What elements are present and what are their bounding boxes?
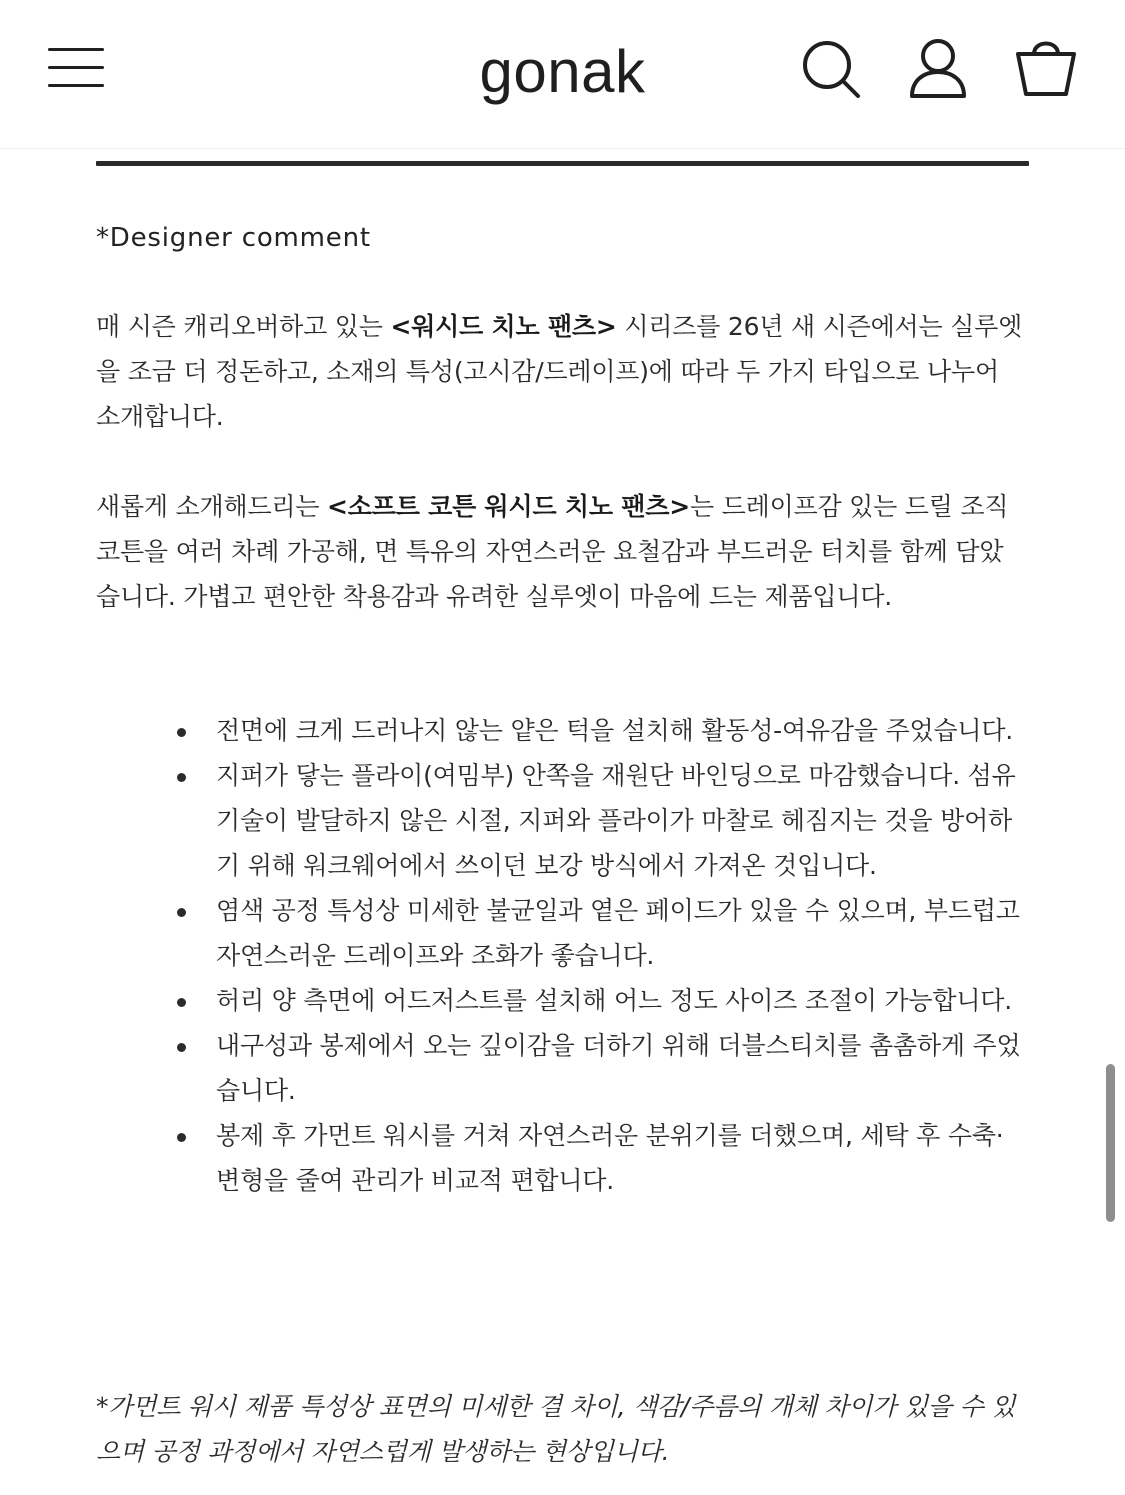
- bullet-text: 내구성과 봉제에서 오는 깊이감을 더하기 위해 더블스티치를 촘촘하게 주었습니다.: [216, 1031, 1021, 1105]
- user-icon[interactable]: [906, 36, 970, 100]
- care-note: *가먼트 워시 제품 특성상 표면의 미세한 결 차이, 색감/주름의 개체 차이가 있을 수 있으며 공정 과정에서 자연스럽게 발생하는 현상입니다.: [96, 1392, 1016, 1466]
- feature-bullet-list: [96, 708, 1026, 1203]
- feature-paragraph: [96, 484, 1026, 619]
- intro-product-name: <워시드 치노 팬츠>: [390, 312, 617, 341]
- shopping-bag-icon[interactable]: [1014, 36, 1078, 100]
- bullet-icon: [177, 1043, 186, 1052]
- bullet-icon: [177, 728, 186, 737]
- scrollbar-thumb[interactable]: [1106, 1064, 1115, 1222]
- feature-text-post: 는 드레이프감 있는 드릴 조직 코튼을 여러 차례 가공해, 면 특유의 자연스러운 요철감과 부드러운 터치를 함께 담았습니다. 가볍고 편안한 착용감과 유려한 실루엣이 마음에 드는 제품입니다.: [96, 492, 1009, 611]
- list-item: [96, 708, 1026, 753]
- bullet-icon: [177, 1133, 186, 1142]
- intro-paragraph: [96, 304, 1026, 439]
- list-item: [96, 978, 1026, 1023]
- bullet-icon: [177, 773, 186, 782]
- bullet-text: 봉제 후 가먼트 워시를 거쳐 자연스러운 분위기를 더했으며, 세탁 후 수축·변형을 줄여 관리가 비교적 편합니다.: [216, 1121, 1004, 1195]
- intro-text-pre: 매 시즌 캐리오버하고 있는: [96, 312, 391, 341]
- designer-comment-label: *Designer comment: [96, 223, 371, 253]
- bullet-text: 염색 공정 특성상 미세한 불균일과 옅은 페이드가 있을 수 있으며, 부드럽고 자연스러운 드레이프와 조화가 좋습니다.: [216, 896, 1020, 970]
- list-item: [96, 888, 1026, 978]
- intro-text-post: 시리즈를 26년 새 시즌에서는 실루엣을 조금 더 정돈하고, 소재의 특성(고시감/드레이프)에 따라 두 가지 타입으로 나누어 소개합니다.: [96, 312, 1023, 431]
- list-item: [96, 1113, 1026, 1203]
- bullet-text: 전면에 크게 드러나지 않는 얕은 턱을 설치해 활동성-여유감을 주었습니다.: [216, 716, 1014, 745]
- feature-product-name: <소프트 코튼 워시드 치노 팬츠>: [327, 492, 690, 521]
- search-icon[interactable]: [798, 36, 862, 100]
- brand-logo[interactable]: gonak: [479, 38, 646, 105]
- site-header: [0, 0, 1125, 149]
- feature-text-pre: 새롭게 소개해드리는: [96, 492, 328, 521]
- bullet-text: 허리 양 측면에 어드저스트를 설치해 어느 정도 사이즈 조절이 가능합니다.: [216, 986, 1012, 1015]
- bullet-text: 지퍼가 닿는 플라이(여밈부) 안쪽을 재원단 바인딩으로 마감했습니다. 섬유 기술이 발달하지 않은 시절, 지퍼와 플라이가 마찰로 헤짐지는 것을 방어하기 위해 워크웨어에서 쓰이던 보강 방식에서 가져온 것입니다.: [216, 761, 1016, 880]
- section-divider: [96, 161, 1029, 166]
- bullet-icon: [177, 908, 186, 917]
- list-item: [96, 1023, 1026, 1113]
- list-item: [96, 753, 1026, 888]
- bullet-icon: [177, 998, 186, 1007]
